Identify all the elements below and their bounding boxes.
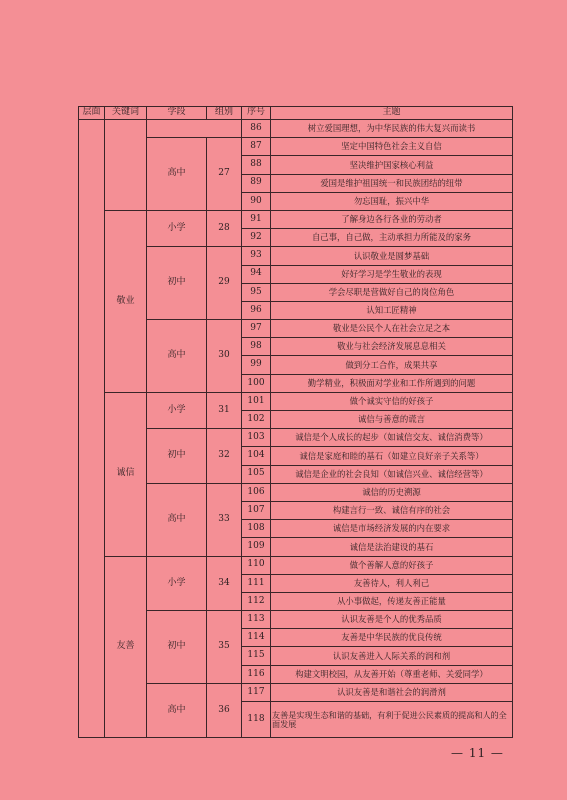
seq-cell: 104 [242,447,271,465]
topic-cell: 认识敬业是圆梦基础 [271,247,513,265]
seq-cell: 109 [242,538,271,556]
topic-cell: 勿忘国耻，振兴中华 [271,192,513,210]
seq-cell: 96 [242,301,271,319]
stage-cell: 高中 [147,483,207,556]
seq-cell: 91 [242,210,271,228]
seq-cell: 117 [242,683,271,701]
topic-cell: 友善是中华民族的优良传统 [271,629,513,647]
topic-cell: 诚信是个人成长的起步（如诚信交友、诚信消费等） [271,429,513,447]
topic-cell: 了解身边各行各业的劳动者 [271,210,513,228]
stage-cell: 初中 [147,247,207,320]
seq-cell: 99 [242,356,271,374]
group-cell: 36 [207,683,242,737]
seq-cell: 89 [242,174,271,192]
topic-cell: 做到分工合作，成果共享 [271,356,513,374]
stage-cell: 小学 [147,556,207,611]
page-number: — 11 — [451,746,504,760]
topic-cell: 诚信是企业的社会良知（如诚信兴业、诚信经营等） [271,465,513,483]
group-cell: 28 [207,210,242,246]
topic-cell: 学会尽职是营做好自己的岗位角色 [271,283,513,301]
seq-cell: 97 [242,320,271,338]
group-cell: 35 [207,611,242,684]
seq-cell: 94 [242,265,271,283]
topic-cell: 诚信是家庭和睦的基石（如建立良好亲子关系等） [271,447,513,465]
stage-cell: 高中 [147,138,207,211]
seq-cell: 118 [242,702,271,738]
header-seq: 序号 [242,107,271,120]
seq-cell: 87 [242,138,271,156]
keyword-cell [105,120,147,211]
keyword-cell: 敬业 [105,210,147,392]
keyword-cell: 友善 [105,556,147,738]
level-cell [79,120,105,738]
table-row [79,120,513,138]
seq-cell: 101 [242,392,271,410]
stage-cell: 小学 [147,392,207,428]
stage-cell: 高中 [147,320,207,393]
seq-cell: 100 [242,374,271,392]
topic-cell: 构建文明校园，从友善开始（尊重老师、关爱同学） [271,665,513,683]
seq-cell: 105 [242,465,271,483]
group-cell: 33 [207,483,242,556]
topic-cell: 诚信的历史溯源 [271,483,513,501]
topic-cell: 做个诚实守信的好孩子 [271,392,513,410]
stage-cell: 初中 [147,429,207,484]
topic-cell: 坚定中国特色社会主义自信 [271,138,513,156]
header-topic: 主题 [271,107,513,120]
seq-cell: 86 [242,120,271,138]
table-row [79,210,513,228]
topic-cell: 爱国是维护祖国统一和民族团结的纽带 [271,174,513,192]
group-cell [207,120,242,138]
header-group: 组别 [207,107,242,120]
seq-cell: 92 [242,229,271,247]
topic-cell: 认识友善是和谐社会的润滑剂 [271,683,513,701]
seq-cell: 88 [242,156,271,174]
stage-cell [147,120,207,138]
seq-cell: 98 [242,338,271,356]
table-row [79,556,513,574]
stage-cell: 初中 [147,611,207,684]
topic-cell: 做个善解人意的好孩子 [271,556,513,574]
topic-cell: 友善待人，利人利己 [271,574,513,592]
seq-cell: 116 [242,665,271,683]
table-row [79,392,513,410]
seq-cell: 113 [242,611,271,629]
group-cell: 27 [207,138,242,211]
topic-cell: 诚信与善意的谎言 [271,411,513,429]
seq-cell: 90 [242,192,271,210]
seq-cell: 102 [242,411,271,429]
topic-cell: 认识友善进入人际关系的润和剂 [271,647,513,665]
topic-cell: 敬业与社会经济发展息息相关 [271,338,513,356]
seq-cell: 103 [242,429,271,447]
topic-cell: 认识友善是个人的优秀品质 [271,611,513,629]
topic-cell: 从小事做起，传递友善正能量 [271,592,513,610]
stage-cell: 高中 [147,683,207,737]
topic-cell: 好好学习是学生敬业的表现 [271,265,513,283]
topic-cell: 勤学精业，积极面对学业和工作所遇到的问题 [271,374,513,392]
group-cell: 34 [207,556,242,611]
seq-cell: 95 [242,283,271,301]
stage-cell: 小学 [147,210,207,246]
topic-cell: 树立爱国理想，为中华民族的伟大复兴而读书 [271,120,513,138]
group-cell: 31 [207,392,242,428]
seq-cell: 93 [242,247,271,265]
seq-cell: 108 [242,520,271,538]
seq-cell: 114 [242,629,271,647]
topic-cell: 友善是实现生态和谐的基础，有利于促进公民素质的提高和人的全面发展 [271,702,513,738]
topic-cell: 认知工匠精神 [271,301,513,319]
header-stage: 学段 [147,107,207,120]
keyword-cell: 诚信 [105,392,147,556]
topic-cell: 敬业是公民个人在社会立足之本 [271,320,513,338]
seq-cell: 106 [242,483,271,501]
seq-cell: 107 [242,501,271,519]
topic-cell: 自己事，自己做，主动承担力所能及的家务 [271,229,513,247]
header-row [79,107,513,120]
topic-cell: 诚信是市场经济发展的内在要求 [271,520,513,538]
topic-cell: 坚决维护国家核心利益 [271,156,513,174]
group-cell: 32 [207,429,242,484]
seq-cell: 115 [242,647,271,665]
topic-table [78,106,513,738]
header-keyword: 关键词 [105,107,147,120]
header-level: 层面 [79,107,105,120]
seq-cell: 112 [242,592,271,610]
group-cell: 30 [207,320,242,393]
topic-cell: 诚信是法治建设的基石 [271,538,513,556]
group-cell: 29 [207,247,242,320]
seq-cell: 111 [242,574,271,592]
seq-cell: 110 [242,556,271,574]
topic-cell: 构建言行一致、诚信有序的社会 [271,501,513,519]
